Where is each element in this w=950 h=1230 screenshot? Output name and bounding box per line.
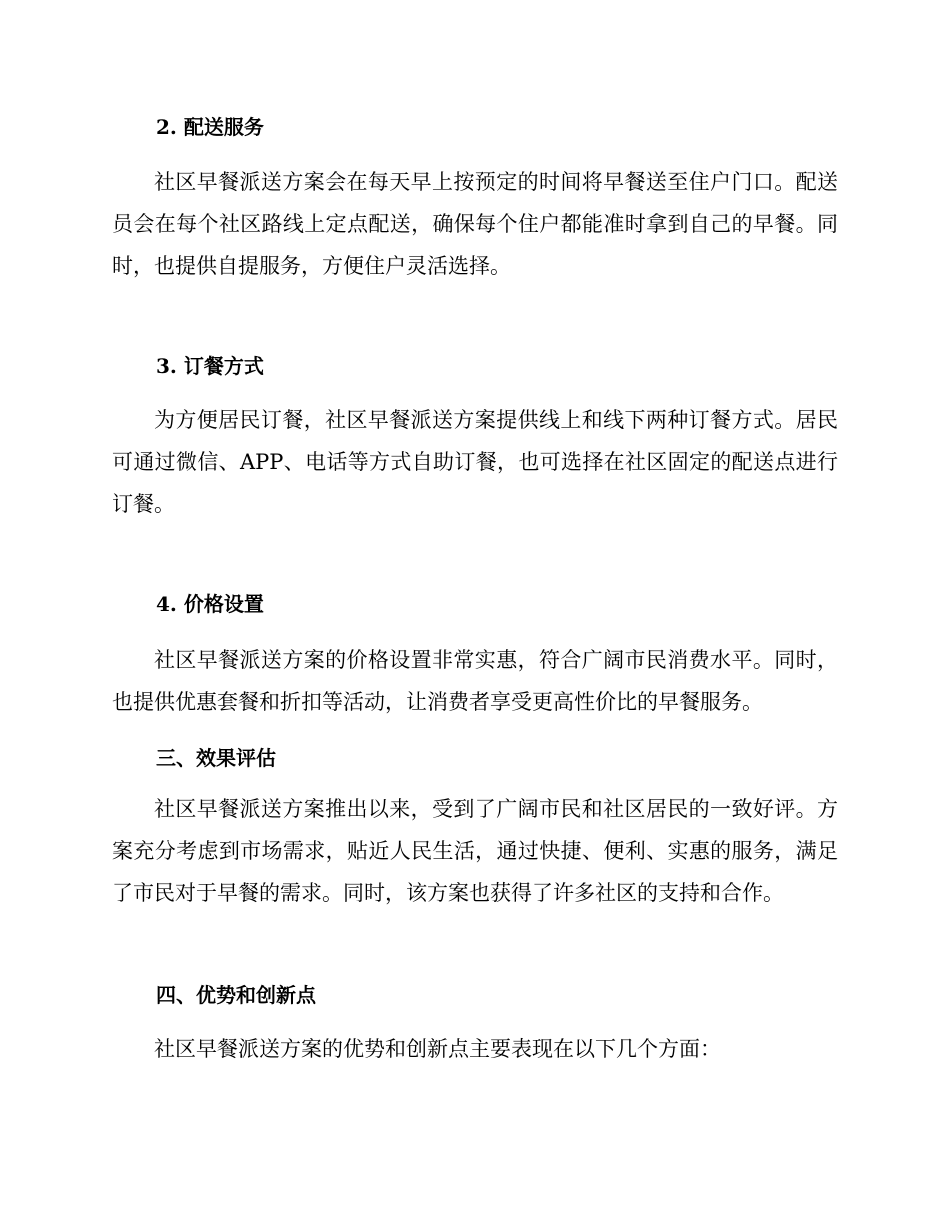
section-heading-price-setting: 4. 价格设置 <box>156 592 264 616</box>
section-paragraph-effect-evaluation: 社区早餐派送方案推出以来，受到了广阔市民和社区居民的一致好评。方案充分考虑到市场需求，贴近人民生活，通过快捷、便利、实惠的服务，满足了市民对于早餐的需求。同时，该方案也获得了许多社区的支持和合作。 <box>112 797 838 905</box>
section-heading-delivery-service: 2. 配送服务 <box>156 115 264 139</box>
section-paragraph-price-setting: 社区早餐派送方案的价格设置非常实惠，符合广阔市民消费水平。同时，也提供优惠套餐和折扣等活动，让消费者享受更高性价比的早餐服务。 <box>112 648 838 714</box>
section-heading-effect-evaluation: 三、效果评估 <box>156 746 276 770</box>
section-paragraph-delivery-service: 社区早餐派送方案会在每天早上按预定的时间将早餐送至住户门口。配送员会在每个社区路线上定点配送，确保每个住户都能准时拿到自己的早餐。同时，也提供自提服务，方便住户灵活选择。 <box>112 170 838 278</box>
section-paragraph-ordering-method: 为方便居民订餐，社区早餐派送方案提供线上和线下两种订餐方式。居民可通过微信、APP、电话等方式自助订餐，也可选择在社区固定的配送点进行订餐。 <box>112 408 838 516</box>
section-paragraph-advantages-innovation: 社区早餐派送方案的优势和创新点主要表现在以下几个方面： <box>154 1037 721 1061</box>
section-heading-ordering-method: 3. 订餐方式 <box>156 354 264 378</box>
section-heading-advantages-innovation: 四、优势和创新点 <box>156 983 316 1007</box>
